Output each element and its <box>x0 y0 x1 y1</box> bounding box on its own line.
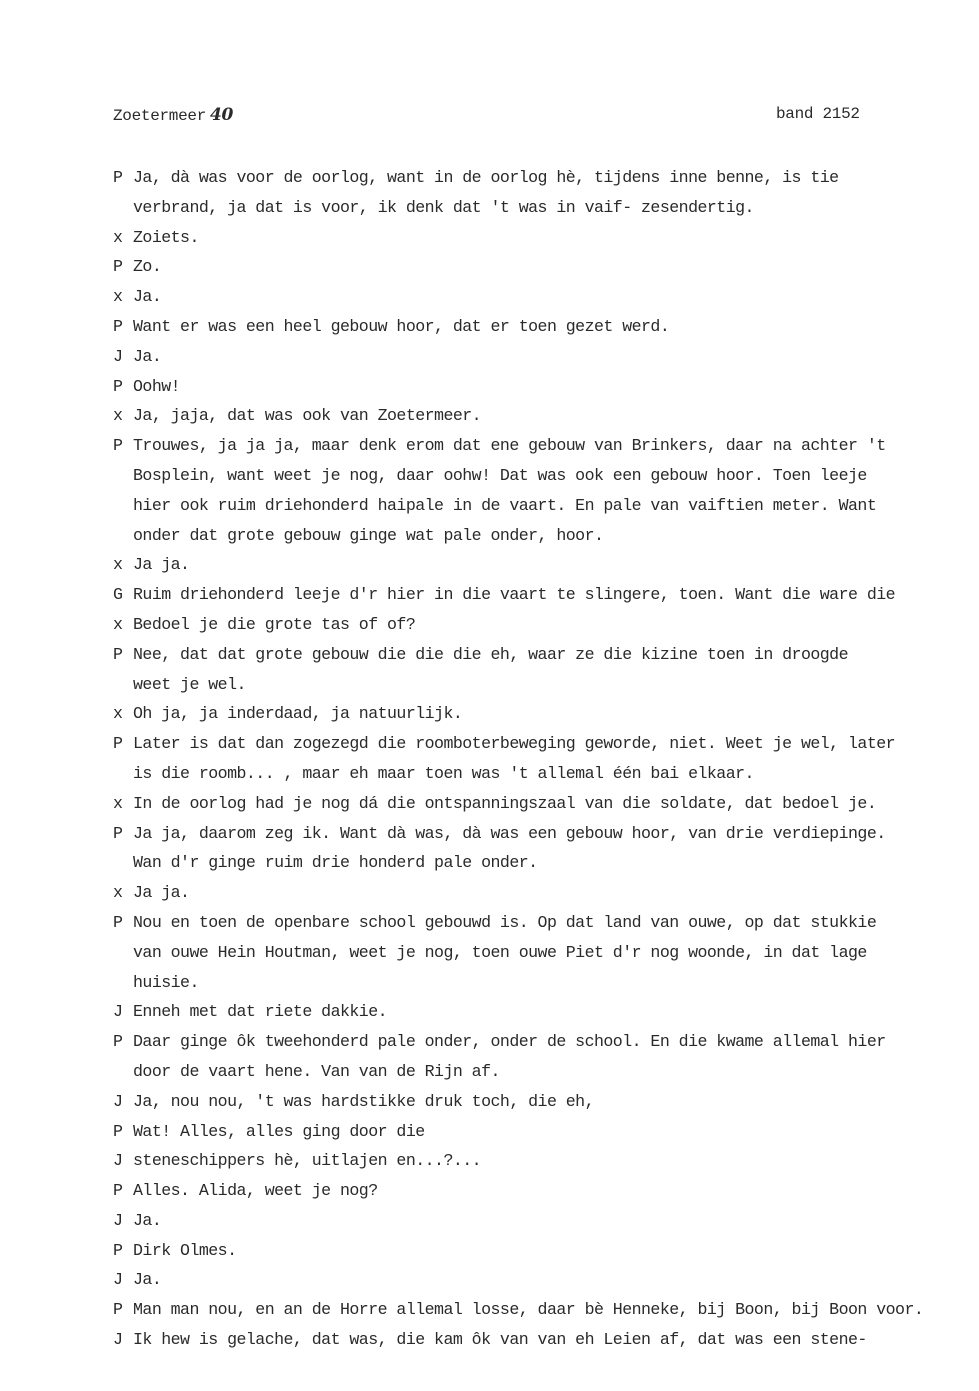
line-text: huisie. <box>133 972 199 992</box>
transcript-continuation-line <box>113 938 973 968</box>
transcript-continuation-line <box>113 193 973 223</box>
line-text: Ruim driehonderd leeje d'r hier in die vaart te slingere, toen. Want die ware die <box>133 585 896 605</box>
transcript-line <box>113 819 973 849</box>
line-text: van ouwe Hein Houtman, weet je nog, toen ouwe Piet d'r nog woonde, in dat lage <box>133 942 867 962</box>
line-text: Man man nou, en an de Horre allemal losse, daar bè Henneke, bij Boon, bij Boon voor. <box>133 1300 924 1320</box>
line-text: Wan d'r ginge ruim drie honderd pale onder. <box>133 853 538 873</box>
speaker-label: x <box>113 704 123 724</box>
speaker-label: J <box>113 346 123 366</box>
transcript-line <box>113 1176 973 1206</box>
transcript-line <box>113 640 973 670</box>
line-text: Wat! Alles, alles ging door die <box>133 1121 425 1141</box>
line-text: Ja. <box>133 287 162 307</box>
speaker-label: x <box>113 227 123 247</box>
transcript-line <box>113 908 973 938</box>
transcript-continuation-line <box>113 848 973 878</box>
transcript-line <box>113 1325 973 1355</box>
transcript-line <box>113 1087 973 1117</box>
transcript-continuation-line <box>113 491 973 521</box>
line-text: steneschippers hè, uitlajen en...?... <box>133 1151 482 1171</box>
line-text: Ja ja, daarom zeg ik. Want dà was, dà was een gebouw hoor, van drie verdiepinge. <box>133 823 886 843</box>
transcript-continuation-line <box>113 670 973 700</box>
transcript-line <box>113 163 973 193</box>
speaker-label: P <box>113 1300 123 1320</box>
transcript-line <box>113 729 973 759</box>
speaker-label: x <box>113 883 123 903</box>
transcript-continuation-line <box>113 1057 973 1087</box>
speaker-label: J <box>113 1002 123 1022</box>
transcript-body <box>113 163 973 1355</box>
transcript-line <box>113 1236 973 1266</box>
speaker-label: x <box>113 793 123 813</box>
line-text: Zoiets. <box>133 227 199 247</box>
transcript-line <box>113 342 973 372</box>
line-text: Ja, nou nou, 't was hardstikke druk toch, die eh, <box>133 1091 594 1111</box>
transcript-continuation-line <box>113 968 973 998</box>
line-text: Want er was een heel gebouw hoor, dat er toen gezet werd. <box>133 316 670 336</box>
speaker-label: P <box>113 644 123 664</box>
line-text: Bosplein, want weet je nog, daar oohw! Dat was ook een gebouw hoor. Toen leeje <box>133 465 867 485</box>
speaker-label: J <box>113 1151 123 1171</box>
speaker-label: P <box>113 1121 123 1141</box>
speaker-label: P <box>113 316 123 336</box>
speaker-label: x <box>113 555 123 575</box>
line-text: is die roomb... , maar eh maar toen was 't allemal één bai elkaar. <box>133 763 754 783</box>
line-text: Ja ja. <box>133 555 190 575</box>
transcript-line <box>113 1027 973 1057</box>
transcript-continuation-line <box>113 461 973 491</box>
handwritten-page-number: 40 <box>210 105 234 125</box>
transcript-continuation-line <box>113 521 973 551</box>
transcript-line <box>113 610 973 640</box>
line-text: Bedoel je die grote tas of of? <box>133 614 416 634</box>
transcript-line <box>113 997 973 1027</box>
speaker-label: P <box>113 1240 123 1260</box>
transcript-line <box>113 580 973 610</box>
speaker-label: P <box>113 436 123 456</box>
speaker-label: x <box>113 287 123 307</box>
line-text: Oohw! <box>133 376 181 396</box>
speaker-label: P <box>113 257 123 277</box>
speaker-label: P <box>113 823 123 843</box>
transcript-line <box>113 312 973 342</box>
speaker-label: J <box>113 1330 123 1350</box>
line-text: Ja. <box>133 1270 162 1290</box>
speaker-label: J <box>113 1210 123 1230</box>
line-text: Enneh met dat riete dakkie. <box>133 1002 388 1022</box>
line-text: Ja, jaja, dat was ook van Zoetermeer. <box>133 406 482 426</box>
transcript-line <box>113 431 973 461</box>
speaker-label: P <box>113 734 123 754</box>
transcript-line <box>113 282 973 312</box>
line-text: Ja. <box>133 346 162 366</box>
speaker-label: P <box>113 1181 123 1201</box>
line-text: In de oorlog had je nog dá die ontspanningszaal van die soldate, dat bedoel je. <box>133 793 877 813</box>
line-text: Ja, dà was voor de oorlog, want in de oorlog hè, tijdens inne benne, is tie <box>133 168 839 187</box>
transcript-line <box>113 1146 973 1176</box>
speaker-label: G <box>113 585 123 605</box>
line-text: Zo. <box>133 257 162 277</box>
line-text: hier ook ruim driehonderd haipale in de vaart. En pale van vaiftien meter. Want <box>133 495 877 515</box>
speaker-label: J <box>113 1270 123 1290</box>
line-text: Oh ja, ja inderdaad, ja natuurlijk. <box>133 704 463 724</box>
speaker-label: x <box>113 406 123 426</box>
document-header-left <box>113 105 233 125</box>
transcript-line <box>113 878 973 908</box>
speaker-label: P <box>113 1032 123 1052</box>
line-text: Later is dat dan zogezegd die roomboterbeweging geworde, niet. Weet je wel, later <box>133 734 896 754</box>
line-text: Nee, dat dat grote gebouw die die die eh, waar ze die kizine toen in droogde <box>133 644 848 664</box>
transcript-line <box>113 1206 973 1236</box>
transcript-line <box>113 401 973 431</box>
transcript-line <box>113 223 973 253</box>
speaker-label: P <box>113 168 123 187</box>
transcript-line <box>113 1265 973 1295</box>
header-band-number: band 2152 <box>776 105 860 123</box>
transcript-line <box>113 550 973 580</box>
transcript-line <box>113 372 973 402</box>
line-text: Dirk Olmes. <box>133 1240 237 1260</box>
line-text: Nou en toen de openbare school gebouwd is. Op dat land van ouwe, op dat stukkie <box>133 912 877 932</box>
line-text: Alles. Alida, weet je nog? <box>133 1181 378 1201</box>
line-text: Ja. <box>133 1210 162 1230</box>
line-text: Ja ja. <box>133 883 190 903</box>
transcript-line <box>113 789 973 819</box>
transcript-line <box>113 1295 973 1325</box>
speaker-label: J <box>113 1091 123 1111</box>
speaker-label: P <box>113 912 123 932</box>
line-text: onder dat grote gebouw ginge wat pale onder, hoor. <box>133 525 604 545</box>
line-text: weet je wel. <box>133 674 246 694</box>
line-text: Ik hew is gelache, dat was, die kam ôk van van eh Leien af, dat was een stene- <box>133 1330 867 1350</box>
line-text: door de vaart hene. Van van de Rijn af. <box>133 1061 500 1081</box>
transcript-line <box>113 699 973 729</box>
header-place: Zoetermeer <box>113 107 207 125</box>
line-text: Trouwes, ja ja ja, maar denk erom dat ene gebouw van Brinkers, daar na achter 't <box>133 436 886 456</box>
transcript-line <box>113 1117 973 1147</box>
line-text: verbrand, ja dat is voor, ik denk dat 't was in vaif- zesendertig. <box>133 197 754 217</box>
speaker-label: x <box>113 614 123 634</box>
transcript-continuation-line <box>113 759 973 789</box>
line-text: Daar ginge ôk tweehonderd pale onder, onder de school. En die kwame allemal hier <box>133 1032 886 1052</box>
transcript-line <box>113 252 973 282</box>
speaker-label: P <box>113 376 123 396</box>
